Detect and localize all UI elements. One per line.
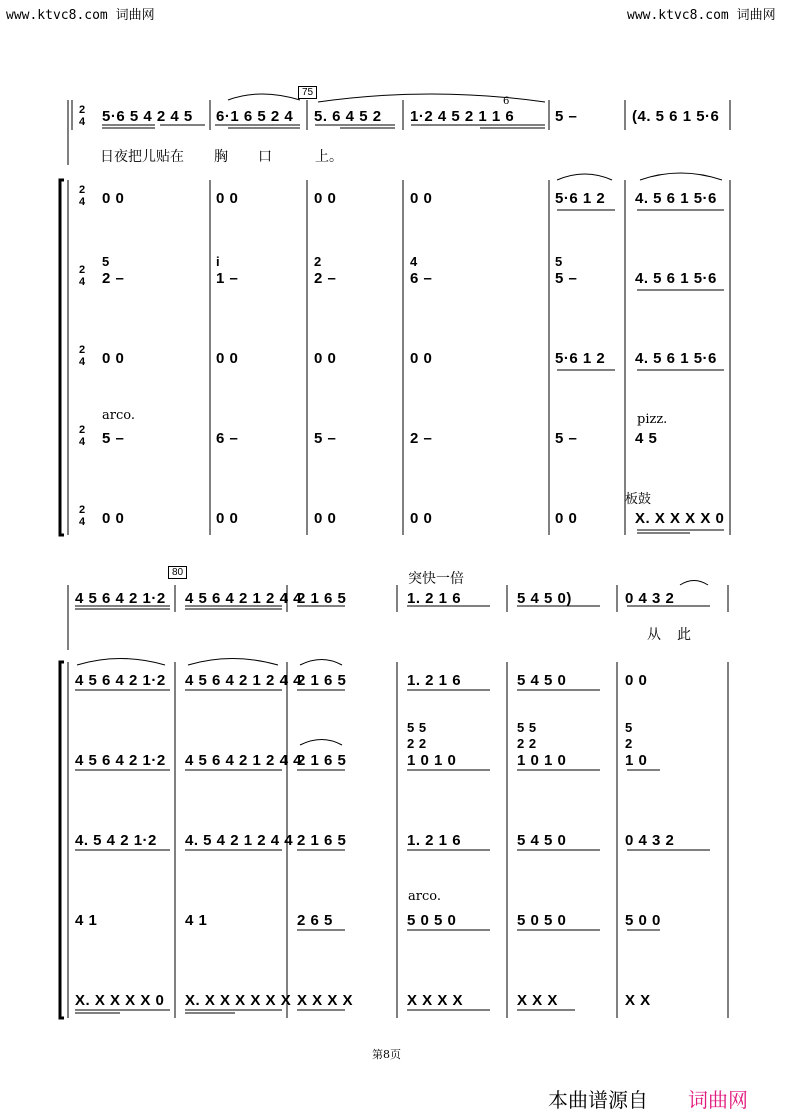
staff-2-upper-note-3: 2 [314, 254, 322, 269]
staff-1-measure-1: 0 0 [102, 190, 125, 207]
staff2-4-measure-4: 5 0 5 0 [407, 912, 457, 929]
staff-1-measure-3: 0 0 [314, 190, 337, 207]
staff-2-measure-5: 5 – [555, 270, 578, 287]
staff-5-measure-6: X. X X X X 0 [635, 510, 725, 527]
staff-3-measure-5: 5·6 1 2 [555, 350, 606, 367]
staff-2-measure-2: 1 – [216, 270, 239, 287]
tempo-mark: 突快一倍 [408, 571, 464, 587]
staff-3-measure-2: 0 0 [216, 350, 239, 367]
staff-4-measure-6: 4 5 [635, 430, 658, 447]
lyric-2: 胸 [214, 149, 228, 165]
staff-4-measure-2: 6 – [216, 430, 239, 447]
staff-3-measure-1: 0 0 [102, 350, 125, 367]
lyric-1: 日夜把儿贴在 [100, 149, 184, 165]
staff2-1-measure-4: 1. 2 1 6 [407, 672, 462, 689]
staff-2-upper-note-2: i [216, 254, 221, 269]
watermark-left: www.ktvc8.com 词曲网 [6, 8, 155, 23]
arco-mark: arco. [102, 408, 135, 423]
staff-1-measure-6: 4. 5 6 1 5·6 [635, 190, 717, 207]
lyric-5: 从 [647, 627, 661, 643]
staff2-5-measure-6: X X [625, 992, 651, 1009]
rehearsal-mark-80: 80 [168, 566, 187, 579]
staff-3-measure-3: 0 0 [314, 350, 337, 367]
staff-1-measure-4: 0 0 [410, 190, 433, 207]
timesig-staff-1: 2 4 [78, 184, 86, 208]
timesig-staff-5: 2 4 [78, 504, 86, 528]
staff2-5-measure-2: X. X X X X X X [185, 992, 292, 1009]
staff2-5-measure-5: X X X [517, 992, 558, 1009]
melody2-measure-3: 2 1 6 5 [297, 590, 347, 607]
watermark-right: www.ktvc8.com 词曲网 [627, 8, 776, 23]
melody-measure-5: 5 – [555, 108, 578, 125]
staff-5-measure-2: 0 0 [216, 510, 239, 527]
staff2-4-measure-1: 4 1 [75, 912, 98, 929]
staff-3-measure-4: 0 0 [410, 350, 433, 367]
staff2-2-mid-3: 2 [625, 736, 633, 751]
staff2-4-measure-5: 5 0 5 0 [517, 912, 567, 929]
staff-4-measure-1: 5 – [102, 430, 125, 447]
melody2-measure-2: 4 5 6 4 2 1 2 4 4 [185, 590, 302, 607]
melody2-measure-5: 5 4 5 0) [517, 590, 572, 607]
staff2-1-measure-6: 0 0 [625, 672, 648, 689]
staff2-2-upper-1: 5 5 [407, 720, 427, 735]
timesig-staff-3: 2 4 [78, 344, 86, 368]
staff-2-upper-note-5: 5 [555, 254, 563, 269]
staff2-3-measure-1: 4. 5 4 2 1·2 [75, 832, 157, 849]
drum-label: 板鼓 [625, 492, 652, 507]
staff2-1-measure-3: 2 1 6 5 [297, 672, 347, 689]
staff2-3-measure-4: 1. 2 1 6 [407, 832, 462, 849]
staff-5-measure-1: 0 0 [102, 510, 125, 527]
staff2-3-measure-3: 2 1 6 5 [297, 832, 347, 849]
staff2-5-measure-3: X X X X [297, 992, 354, 1009]
staff2-2-measure-6: 1 0 [625, 752, 648, 769]
arco-mark-2: arco. [408, 889, 441, 904]
staff2-5-measure-4: X X X X [407, 992, 464, 1009]
melody-measure-2: 6·1 6 5 2 4 [216, 108, 294, 125]
page-number: 第8页 [372, 1048, 401, 1061]
staff-4-measure-4: 2 – [410, 430, 433, 447]
source-label: 本曲谱源自 [548, 1088, 648, 1112]
melody2-measure-4: 1. 2 1 6 [407, 590, 462, 607]
staff2-2-measure-2: 4 5 6 4 2 1 2 4 4 [185, 752, 302, 769]
melody-measure-1: 5·6 5 4 2 4 5 [102, 108, 193, 125]
staff-2-measure-6: 4. 5 6 1 5·6 [635, 270, 717, 287]
staff-2-measure-3: 2 – [314, 270, 337, 287]
staff2-1-measure-1: 4 5 6 4 2 1·2 [75, 672, 166, 689]
melody-measure-3: 5. 6 4 5 2 [314, 108, 382, 125]
staff-4-measure-5: 5 – [555, 430, 578, 447]
staff-5-measure-5: 0 0 [555, 510, 578, 527]
staff-5-measure-3: 0 0 [314, 510, 337, 527]
staff2-2-measure-4: 1 0 1 0 [407, 752, 457, 769]
staff-1-measure-5: 5·6 1 2 [555, 190, 606, 207]
staff-2-upper-note-1: 5 [102, 254, 110, 269]
staff-4-measure-3: 5 – [314, 430, 337, 447]
staff2-1-measure-5: 5 4 5 0 [517, 672, 567, 689]
staff2-2-measure-5: 1 0 1 0 [517, 752, 567, 769]
staff2-3-measure-6: 0 4 3 2 [625, 832, 675, 849]
staff2-2-measure-1: 4 5 6 4 2 1·2 [75, 752, 166, 769]
staff2-1-measure-2: 4 5 6 4 2 1 2 4 4 [185, 672, 302, 689]
melody-measure-4: 1·2 4 5 2 1 1 6 [410, 108, 515, 125]
staff2-4-measure-6: 5 0 0 [625, 912, 661, 929]
melody-measure-6: (4. 5 6 1 5·6 [632, 108, 720, 125]
staff-1-measure-2: 0 0 [216, 190, 239, 207]
staff2-2-mid-1: 2 2 [407, 736, 427, 751]
lyric-3: 口 [258, 149, 272, 165]
staff2-3-measure-2: 4. 5 4 2 1 2 4 4 [185, 832, 294, 849]
staff-5-measure-4: 0 0 [410, 510, 433, 527]
staff-3-measure-6: 4. 5 6 1 5·6 [635, 350, 717, 367]
staff-2-upper-note-4: 4 [410, 254, 418, 269]
staff2-5-measure-1: X. X X X X 0 [75, 992, 165, 1009]
ornament-six: 6 [503, 96, 510, 107]
timesig-staff-2: 2 4 [78, 264, 86, 288]
rehearsal-mark-75: 75 [298, 86, 317, 99]
melody2-measure-1: 4 5 6 4 2 1·2 [75, 590, 166, 607]
pizz-mark: pizz. [637, 412, 668, 427]
source-brand: 词曲网 [688, 1088, 748, 1112]
timesig-melody: 2 4 [78, 104, 86, 128]
staff2-4-measure-3: 2 6 5 [297, 912, 333, 929]
staff2-3-measure-5: 5 4 5 0 [517, 832, 567, 849]
timesig-staff-4: 2 4 [78, 424, 86, 448]
staff-2-measure-1: 2 – [102, 270, 125, 287]
staff2-2-measure-3: 2 1 6 5 [297, 752, 347, 769]
staff-2-measure-4: 6 – [410, 270, 433, 287]
lyric-6: 此 [677, 627, 691, 643]
lyric-4: 上。 [315, 149, 343, 165]
staff2-2-mid-2: 2 2 [517, 736, 537, 751]
melody2-measure-6: 0 4 3 2 [625, 590, 675, 607]
staff2-4-measure-2: 4 1 [185, 912, 208, 929]
staff2-2-upper-3: 5 [625, 720, 633, 735]
staff2-2-upper-2: 5 5 [517, 720, 537, 735]
